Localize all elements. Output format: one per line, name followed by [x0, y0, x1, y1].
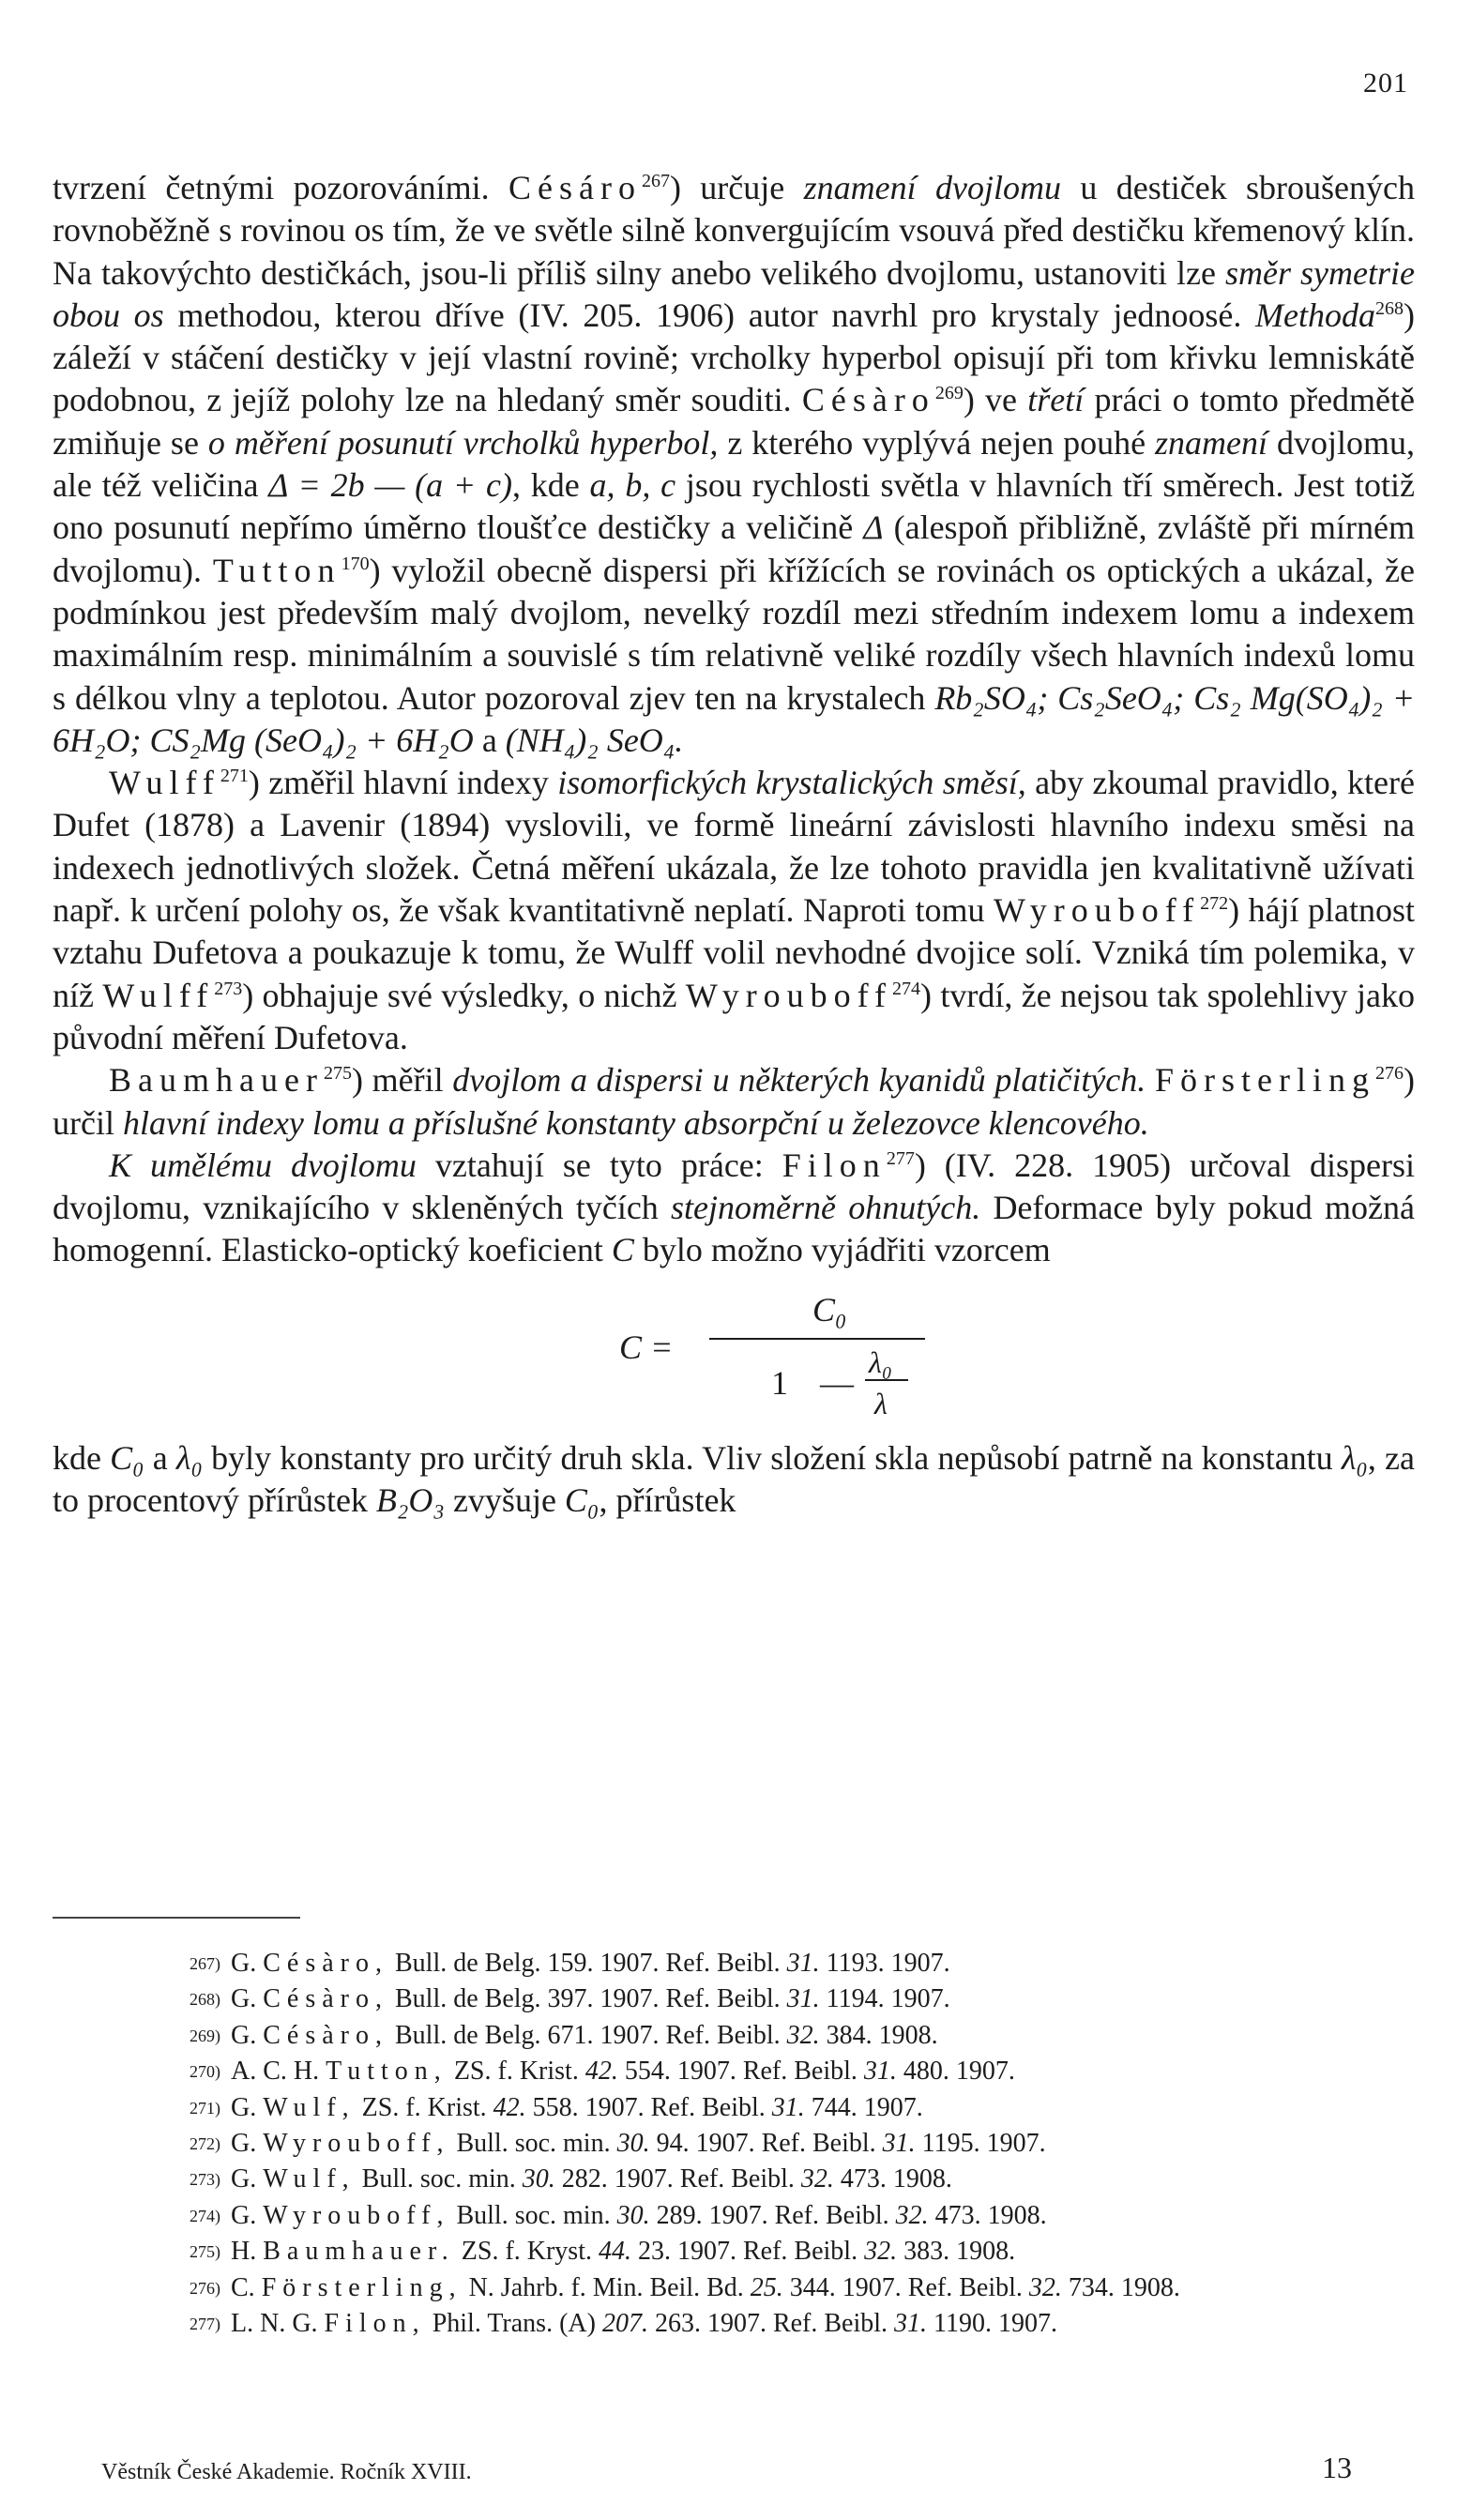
italic-run: 44. — [599, 2237, 631, 2267]
sheet-signature: 13 — [1322, 2451, 1352, 2484]
text-run: (alespoň přibližně, zvláště při mírném dvojlomu). — [53, 509, 1415, 589]
text-run: a — [473, 721, 506, 759]
text-run: L. N. G. — [231, 2309, 325, 2339]
italic-run: 32. — [800, 2164, 834, 2194]
author-name: Wyrouboff — [993, 891, 1201, 930]
inner-fraction-bar — [865, 1379, 908, 1381]
footnote-ref[interactable]: 275 — [323, 1063, 352, 1085]
page-number: 201 — [1363, 68, 1408, 99]
italic-run: o měření posunutí vrcholků hyperbol, — [207, 423, 719, 462]
text-run: ZS. f. Krist. — [355, 2092, 493, 2122]
author-name: Försterling, — [261, 2272, 463, 2302]
footnote-mark: 273) — [190, 2170, 220, 2190]
italic-run: λ₀ — [1341, 1438, 1368, 1477]
author-name: Césàro — [801, 381, 935, 419]
italic-run: K umělému dvojlomu — [109, 1146, 417, 1184]
text-run: jsou rychlosti světla v hlavních tří směrech. Jest totiž ono posunutí nepřímo úměrno tloušťce destičky a veličině — [53, 466, 1416, 547]
italic-run: hlavní indexy lomu a příslušné konstanty absorpční u železovce klencového. — [122, 1103, 1149, 1142]
text-run: ) hájí platnost vztahu Dufetova a poukazuje k tomu, že Wulff volil nevhodné dvojice solí. Vzniká tím polemika, v níž — [53, 891, 1415, 1014]
text-run: H. — [231, 2237, 264, 2267]
author-name: Wulff — [109, 764, 220, 802]
author-name: Césàro, — [263, 1949, 388, 1978]
italic-run: 42. — [493, 2092, 526, 2122]
text-run: 1193. 1907. — [819, 1949, 950, 1978]
author-name: Wyrouboff, — [263, 2200, 450, 2230]
formula-fraction — [709, 1287, 925, 1424]
footnote-ref[interactable]: 277 — [886, 1147, 915, 1169]
italic-run: B₂O₃ — [375, 1481, 445, 1520]
author-name: Wyrouboff — [685, 976, 893, 1014]
text-run: 263. 1907. Ref. Beibl. — [647, 2309, 895, 2339]
paragraph — [53, 1059, 1415, 1145]
text-run: G. — [231, 1984, 264, 2014]
footnote-ref[interactable]: 274 — [892, 978, 921, 999]
text-run: ZS. f. Kryst. — [454, 2237, 599, 2267]
footnote-ref[interactable]: 269 — [934, 383, 964, 404]
text-run: , přírůstek — [599, 1481, 736, 1520]
text-run: byly konstanty pro určitý druh skla. Vliv složení skla nepůsobí patrně na konstantu — [202, 1438, 1342, 1477]
text-run: ) změřil hlavní indexy — [248, 764, 558, 802]
italic-run: 42. — [584, 2057, 618, 2087]
text-run: Deformace byly pokud možná homogenní. Elasticko-optický koeficient — [53, 1189, 1415, 1269]
text-run: bylo možno vyjádřiti vzorcem — [633, 1231, 1051, 1269]
text-run: Bull. de Belg. 397. 1907. Ref. Beibl. — [388, 1984, 787, 2014]
inner-numerator: λ₀ — [869, 1344, 892, 1379]
text-run: N. Jahrb. f. Min. Beil. Bd. — [462, 2272, 751, 2302]
footnote — [53, 2018, 1415, 2054]
footnote-ref[interactable]: 273 — [214, 978, 243, 999]
text-run: Bull. de Belg. 159. 1907. Ref. Beibl. — [388, 1949, 787, 1978]
italic-run: Methoda — [1255, 296, 1375, 334]
text-run: Bull. de Belg. 671. 1907. Ref. Beibl. — [388, 2020, 787, 2050]
author-name: Wulf, — [263, 2092, 356, 2122]
inner-denominator: λ — [874, 1386, 888, 1420]
text-run: ) záleží v stáčení destičky v její vlastní rovině; vrcholky hyperbol opisují při tom křivku lemniskátě podobnou, z jejíž polohy lze na hledaný směr souditi. — [53, 296, 1415, 419]
text-run: ) vyložil obecně dispersi při křížících se rovinách os optických a ukázal, že podmínkou jest především malý dvojlom, nevelký rozdíl mezi středním indexem lomu a indexem maximálním resp. minimálním a souvislé s tím relativně veliké rozdíly všech hlavních indexů lomu s délkou vlny a teplotou. Autor pozoroval zjev ten na krystalech — [53, 551, 1415, 717]
italic-run: 31. — [786, 1949, 820, 1978]
text-run: 23. 1907. Ref. Beibl. — [631, 2237, 865, 2267]
italic-run: a, b, c — [589, 466, 676, 505]
footnote-mark: 272) — [190, 2134, 220, 2154]
text-run: 744. 1907. — [804, 2092, 923, 2122]
text-run: 282. 1907. Ref. Beibl. — [554, 2164, 801, 2194]
footnote-mark: 275) — [190, 2242, 220, 2262]
text-run: , kde — [511, 466, 590, 505]
footnote-mark: 267) — [190, 1954, 220, 1973]
formula-one: 1 — [771, 1363, 788, 1402]
text-run: zvyšuje — [444, 1481, 565, 1520]
text-run: kde — [53, 1438, 111, 1477]
italic-run: 30. — [522, 2164, 555, 2194]
footnote-mark: 268) — [190, 1990, 220, 2010]
paragraph — [53, 762, 1415, 1059]
text-run: 1194. 1907. — [819, 1984, 950, 2014]
journal-footer: Věstník České Akademie. Ročník XVIII. — [101, 2460, 472, 2484]
italic-run: 32. — [864, 2237, 898, 2267]
text-run: ) (IV. 228. 1905) určoval dispersi dvojlomu, vznikajícího v skleněných tyčích — [53, 1146, 1416, 1227]
text-run: vztahují se tyto práce: — [416, 1146, 782, 1184]
text-run: 344. 1907. Ref. Beibl. — [782, 2272, 1029, 2302]
text-run: ) určil — [53, 1061, 1415, 1142]
italic-run: 30. — [616, 2129, 650, 2159]
text-run: G. — [231, 1949, 264, 1978]
text-run: aby zkoumal pravidlo, které Dufet (1878) a Lavenir (1894) vyslovili, ve formě lineární závislosti hlavního indexu směsi na indexech jednotlivých složek. Četná měření ukázala, že lze tohoto pravidla jen kvalitativně užívati např. k určení polohy os, že však kvantitativně neplatí. Naproti tomu — [53, 764, 1415, 930]
formula — [53, 1287, 1415, 1424]
text-run: , za to procentový přírůstek — [53, 1438, 1415, 1520]
footnote — [53, 2306, 1415, 2342]
footnote — [53, 2270, 1415, 2306]
italic-run: isomorfických krystalických směsí, — [557, 764, 1026, 802]
footnote-mark: 271) — [190, 2098, 220, 2118]
text-run: ) měřil — [351, 1061, 453, 1100]
italic-run: 31. — [894, 2309, 928, 2339]
italic-run: stejnoměrně ohnutých. — [671, 1189, 981, 1227]
footnote-ref[interactable]: 272 — [1200, 893, 1229, 915]
footnote — [53, 1946, 1415, 1981]
footnote-ref[interactable]: 276 — [1375, 1063, 1404, 1085]
footnote-mark: 269) — [190, 2026, 220, 2045]
text-run: tvrzení četnými pozorováními. — [53, 169, 508, 206]
text-run — [1146, 1061, 1155, 1099]
italic-run: znamení — [1155, 423, 1268, 462]
footnote-ref[interactable]: 267 — [641, 171, 670, 191]
footnote — [53, 2090, 1415, 2126]
paragraph — [53, 1437, 1415, 1523]
text-run: práci o tomto předmětě zmiňuje se — [53, 381, 1416, 462]
footnote — [53, 2234, 1415, 2270]
italic-run: Rb₂SO₄; Cs₂SeO₄; Cs₂ Mg(SO₄)₂ + 6H₂O; CS₂Mg (SeO₄)₂ + 6H₂O — [53, 678, 1415, 759]
italic-run: 31. — [786, 1984, 820, 2014]
italic-run: Δ = 2b — (a + c) — [268, 466, 512, 505]
footnote-mark: 276) — [190, 2278, 220, 2298]
text-run: G. — [231, 2092, 264, 2122]
italic-run: 31. — [882, 2129, 916, 2159]
italic-run: 31. — [863, 2057, 897, 2087]
text-run: Bull. soc. min. — [449, 2129, 617, 2159]
italic-run: Δ — [863, 509, 884, 547]
author-name: Césàro, — [263, 1984, 388, 2014]
text-run: ZS. f. Krist. — [447, 2057, 585, 2087]
author-name: Baumhauer — [109, 1061, 324, 1100]
italic-run: 30. — [616, 2200, 650, 2230]
text-run: 473. 1908. — [833, 2164, 952, 2194]
author-name: Wulff — [102, 976, 215, 1014]
text-run: G. — [231, 2164, 264, 2194]
text-run: 480. 1907. — [896, 2057, 1015, 2087]
text-run: 1190. 1907. — [927, 2309, 1058, 2339]
footnote-ref[interactable]: 271 — [220, 766, 249, 787]
author-name: Césáro — [508, 169, 642, 206]
author-name: Tutton — [212, 551, 341, 589]
italic-run: λ₀ — [175, 1438, 203, 1477]
footnote — [53, 2126, 1415, 2162]
footnote-mark: 270) — [190, 2062, 220, 2082]
italic-run: třetí — [1027, 381, 1085, 419]
text-run: dvojlomu, ale též veličina — [53, 423, 1416, 505]
paragraph — [53, 167, 1415, 762]
author-name: Tutton, — [326, 2057, 448, 2087]
italic-run: (NH₄)₂ SeO₄. — [505, 721, 684, 759]
text-run: a — [144, 1438, 176, 1477]
author-name: Baumhauer. — [263, 2237, 455, 2267]
text-run: 289. 1907. Ref. Beibl. — [649, 2200, 896, 2230]
author-name: Filon — [782, 1146, 887, 1184]
text-run: methodou, kterou dříve (IV. 205. 1906) autor navrhl pro krystaly jednoosé. — [163, 296, 1256, 334]
text-run: 384. 1908. — [819, 2020, 938, 2050]
author-name: Wyrouboff, — [263, 2129, 450, 2159]
footnote-ref[interactable]: 268 — [1375, 297, 1404, 319]
text-run: ) určuje — [669, 169, 804, 206]
footnote — [53, 1981, 1415, 2017]
italic-run: C₀ — [110, 1438, 144, 1477]
fraction-bar — [709, 1338, 925, 1340]
text-run: C. — [231, 2272, 262, 2302]
italic-run: C₀ — [564, 1481, 599, 1520]
author-name: Filon, — [324, 2309, 426, 2339]
footnote-divider — [53, 1917, 300, 1919]
text-run: 383. 1908. — [897, 2237, 1016, 2267]
italic-run: 31. — [771, 2092, 805, 2122]
italic-run: 25. — [750, 2272, 783, 2302]
text-run: u destiček sbroušených rovnoběžně s rovinou os tím, že ve světle silně konvergujícím vsouvá před destičku křemenový klín. Na takovýchto destičkách, jsou-li příliš silny anebo velikého dvojlomu, ustanoviti lze — [53, 169, 1416, 292]
footnote — [53, 2162, 1415, 2197]
main-text — [53, 167, 1415, 1522]
text-run: z kterého vyplývá nejen pouhé — [718, 423, 1156, 462]
text-run: ) obhajuje své výsledky, o nichž — [242, 976, 686, 1014]
text-run: 473. 1908. — [928, 2200, 1047, 2230]
paragraph — [53, 1145, 1415, 1272]
formula-numerator: C₀ — [812, 1290, 847, 1328]
text-run: ) tvrdí, že nejsou tak spolehlivy jako původní měření Dufetova. — [53, 976, 1415, 1056]
italic-run: 32. — [1028, 2272, 1062, 2302]
italic-run: 32. — [786, 2020, 820, 2050]
italic-run: 32. — [895, 2200, 929, 2230]
text-run: 1195. 1907. — [915, 2129, 1046, 2159]
text-run: G. — [231, 2200, 264, 2230]
formula-minus: — — [820, 1363, 854, 1402]
formula-lhs: C = — [619, 1328, 674, 1366]
footnotes — [53, 1946, 1415, 2342]
italic-run: směr symetrie obou os — [53, 253, 1416, 334]
italic-run: dvojlom a dispersi u některých kyanidů platičitých. — [452, 1061, 1146, 1100]
text-run: 558. 1907. Ref. Beibl. — [525, 2092, 772, 2122]
text-run: A. C. H. — [231, 2057, 326, 2087]
italic-run: 207. — [601, 2309, 648, 2339]
footnote-mark: 274) — [190, 2206, 220, 2225]
text-run: Phil. Trans. (A) — [425, 2309, 602, 2339]
text-run: Bull. soc. min. — [449, 2200, 617, 2230]
author-name: Wulf, — [263, 2164, 356, 2194]
text-run: 554. 1907. Ref. Beibl. — [617, 2057, 864, 2087]
italic-run: znamení dvojlomu — [803, 169, 1061, 206]
footnote — [53, 2198, 1415, 2234]
text-run: G. — [231, 2129, 264, 2159]
text-run: G. — [231, 2020, 264, 2050]
footnote-mark: 277) — [190, 2315, 220, 2334]
author-name: Försterling — [1155, 1061, 1375, 1100]
text-run: Bull. soc. min. — [355, 2164, 523, 2194]
text-run: ) ve — [963, 381, 1028, 419]
text-run: 94. 1907. Ref. Beibl. — [649, 2129, 883, 2159]
text-run: 734. 1908. — [1061, 2272, 1180, 2302]
footnote — [53, 2054, 1415, 2089]
italic-run: C — [611, 1231, 634, 1269]
footnote-ref[interactable]: 170 — [341, 553, 370, 574]
author-name: Césàro, — [263, 2020, 388, 2050]
